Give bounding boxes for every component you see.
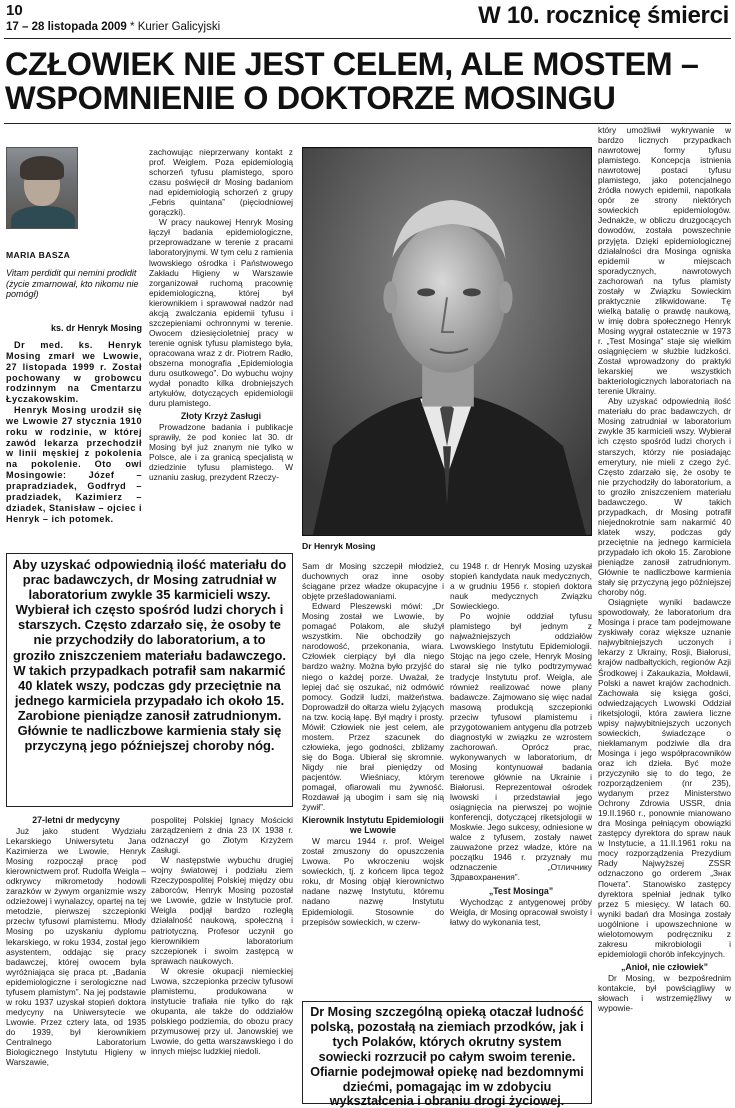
column-2-bottom: [151, 815, 293, 1107]
article-headline: [5, 47, 731, 115]
subheading: Złoty Krzyż Zasługi: [180, 411, 262, 422]
headline-line-1: CZŁOWIEK NIE JEST CELEM, ALE MOSTEM –: [5, 46, 699, 82]
column-1-bottom: [6, 815, 146, 1107]
author-name: MARIA BASZA: [6, 250, 71, 260]
column-2-top: [149, 147, 293, 550]
paragraph: Już jako student Wydziału Lekarskiego Uniwersytetu Jana Kazimierza we Lwowie, Henryk Mosing rozpoczął pracę pod kierownictwem prof. Rudolfa Weigla – odkrywcy mikrometody hodowli zarazków w żywym organizmie wszy odzieżowej i wynalazcy, opartej na tej metodzie, pierwszej szczepionki przeciw tyfusowi plamistemu. Młody Mosing po uzyskaniu dyplomu lekarskiego, w roku 1934, został jego asystentem, oddając się pracy badawczej, której owocem była wyróżniająca się praca pt. „Badania epidemiologiczne i serologiczne nad tyfusem plamistym”. Na jej podstawie w roku 1937 uzyskał stopień doktora medycyny na Uniwersytecie we Lwowie. Przez cztery lata, od 1935 do 1939, był kierownikiem Centralnego Laboratorium Biologicznego Instytutu Higieny w Warszawie,: [6, 826, 146, 1068]
author-photo-hair: [20, 156, 64, 180]
headline-line-2: WSPOMNIENIE O DOKTORZE MOSINGU: [5, 80, 616, 116]
section-title: W 10. rocznicę śmierci: [478, 2, 729, 29]
issue-date: [6, 21, 220, 33]
portrait-illustration: [303, 148, 591, 535]
subheading: Kierownik Instytutu Epidemiologii we Lwowie: [302, 815, 444, 836]
column-4: [450, 561, 592, 999]
header-divider: [4, 38, 731, 39]
motto-quote: Vitam perdidit qui nemini prodidit (życie zmarnował, kto nikomu nie pomógł): [6, 268, 139, 300]
paragraph: Aby uzyskać odpowiednią ilość materiału do prac badawczych, dr Mosing zatrudniał w laboratorium zwykle 35 karmicieli wszy. Wybierał ich często spośród ludzi chorych i starszych, którzy nie posiadając emerytury, nie mieli z czego żyć. Często zdarzało się, że osoby te nie przychodziły do laboratorium, a to groziło zniszczeniem materiału badawczego. W takich przypadkach, dr Mosing potrafił niejednokrotnie sam nakarmić 40 klatek wszy, podczas gdy przeciętnie na jednego karmiciela przypadało ich około 15. Zarobione pieniądze zanosił zatrudnionym. Głównie te nadliczbowe karmienia stały się przyczyną jego późniejszej choroby nóg.: [598, 396, 731, 598]
paragraph: pospolitej Polskiej Ignacy Mościcki zarządzeniem z dnia 23 IX 1938 r. odznaczył go Złotym Krzyżem Zasługi.: [151, 815, 293, 856]
author-photo-body: [11, 206, 75, 229]
portrait-caption: Dr Henryk Mosing: [302, 541, 376, 551]
paragraph: Osiągnięte wyniki badawcze spowodowały, że laboratorium dra Mosinga i prace tam podejmowane zyskiwały coraz większe uznanie najwybitniejszych uczonych i lekarzy z Ukrainy, Rosji, Białorusi, krajów nadbałtyckich, regionów Azji Środkowej i Zakaukazia, Mołdawii, Polski a nawet krajów zachodnich. Zachowała się księga gości, odwiedzających Lwowski Oddział riketsjologii, która zawiera liczne wpisy najwybitniejszych uczonych sowieckich, świadczące o niekłamanym podziwie dla dra Mosinga i jego współpracowników oraz ich dzieła. Być może przyczyniło się to do tego, że rozporządzeniem (nr 235), wydanym przez Ministerstwo Ochrony Zdrowia USSR, dnia 19.II.1960 r., ponownie mianowano dra Mosinga pełniącym obowiązki zastępcy dyrektora do spraw nauk w Instytucie, a 11.II.1961 roku na mocy rozporządzenia Prezydium Rady Najwyższej ZSSR odznaczono go orderem „Знак Почета”. Stanowisko zastępcy dyrektora spełniał jednak tylko przez 5 miesięcy. W latach 60. wyniki badań dra Mosinga zostały uogólnione i upowszechnione w wielotomowym podręczniku z zakresu mikrobiologii i epidemiologii chorób infekcyjnych.: [598, 597, 731, 959]
paragraph: Dr Mosing, w bezpośrednim kontakcie, był powściągliwy w słowach i wstrzemięźliwy w wypowie-: [598, 972, 731, 1014]
publication-separator: *: [130, 21, 135, 33]
portrait-photo: [302, 147, 592, 536]
paragraph: cu 1948 r. dr Henryk Mosing uzyskał stopień kandydata nauk medycznych, a w grudniu 1956 r. stopień doktora nauk medycznych Związku Sowieckiego.: [450, 561, 592, 612]
paragraph: Wychodząc z antygenowej próby Weigla, dr Mosing opracował swoisty i łatwy do wykonania test,: [450, 896, 592, 927]
pull-quote-karmiciele: Aby uzyskać odpowiednią ilość materiału do prac badawczych, dr Mosing zatrudniał w laboratorium zwykle 35 karmicieli wszy. Wybierał ich często spośród ludzi chorych i starszych. Często zdarzało się, że osoby te nie przychodziły do laboratorium, a to groziło zniszczeniem materiału badawczego. W takich przypadkach potrafił sam nakarmić 40 klatek wszy, podczas gdy przeciętnie na jednego karmiciela przypadało ich około 15. Zarobione pieniądze zanosił zatrudnionym. Głównie te nadliczbowe karmienia stały się przyczyną jego późniejszej choroby nóg.: [6, 553, 293, 807]
paragraph: który umożliwił wykrywanie w bardzo licznych przypadkach nawrotowej formy tyfusu plamistego. Koncepcja istnienia nawrotowej postaci tyfusu plamistego, jako potencjalnego źródła nowych epidemii, napotkała opór ze strony niektórych sowieckich epidemiologów. Jednakże, w obliczu druzgocących dowodów, została powszechnie przyjęta. Dzięki epidemiologicznej działalności dra Mosinga ogniska epidemii w miejscach sporadycznych, nawrotowych zachorowań na tyfus plamisty zostały w Związku Sowieckim praktycznie zlikwidowane. Tę wielką batalię o prawdę naukową, w imię dobra społecznego Henryk Mosing wygrał ostatecznie w 1973 r. „Test Mosinga” staje się wielkim osiągnięciem w służbie ludzkości. Został wprowadzony do praktyki lekarskiej we wszystkich bakteriologicznych laboratoriach na terenie Ukrainy.: [598, 125, 731, 397]
pull-quote-opieka: Dr Mosing szczególną opieką otaczał ludność polską, pozostałą na ziemiach przodków, jak i tych Polaków, których okrutny system sowiecki rozrzucił po całym swoim terenie. Ofiarnie podejmował opiekę nad bezdomnymi dziećmi, pomagając im w zdobyciu wykształcenia i obraniu drogi życiowej.: [302, 1001, 592, 1104]
author-photo: [6, 147, 78, 229]
lead-paragraphs: [6, 340, 142, 524]
paragraph: Po wojnie oddział tyfusu plamistego był jednym z najważniejszych oddziałów Lwowskiego Instytutu Epidemiologii. Stojąc na jego czele, Henryk Mosing starał się nie tylko podtrzymywać tradycje Instytutu prof. Weigla, ale również realizować nowe plany badawcze. Zajmowano się więc nadal masową produkcją szczepionki przeciw tyfusowi plamistemu i przygotowaniem antygenu dla potrzeb diagnostyki w związku ze wzrostem zachorowań. Oprócz prac, wykonywanych w laboratorium, dr Mosing kontynuował badania terenowe głównie na Ukrainie i Białorusi. Reprezentował ośrodek lwowski i przedstawiał jego osiągnięcia na pierwszej po wojnie konferencji, dotyczącej riketsjologii w Moskwie. Jego sukcesy, odniesione w walce z tyfusem, zostały nawet zauważone przez władze, które na początku 1946 r. przyznały mu odznaczenie „Отличнику Здравохранения”.: [450, 611, 592, 883]
paragraph: Sam dr Mosing szczepił młodzież, duchownych oraz inne osoby ściągane przez władze okupacyjne i objęte prześladowaniami.: [302, 561, 444, 602]
subheading: „Test Mosinga”: [488, 885, 554, 896]
page-number: 10: [6, 2, 23, 19]
subheading: „Anioł, nie człowiek”: [620, 961, 708, 972]
publication-name: Kurier Galicyjski: [137, 21, 221, 33]
motto-source: ks. dr Henryk Mosing: [50, 323, 142, 333]
headline-divider: [4, 123, 731, 124]
paragraph: W pracy naukowej Henryk Mosing łączył badania epidemiologiczne, przeprowadzane w terenie z pracami laboratoryjnymi. W tym celu z ramienia lwowskiego ośrodka i Państwowego Zakładu Higieny w Warszawie zorganizował ruchomą pracownię epidemiologiczną, której był kierownikiem i sprawował nadzór nad akcją zwalczania epidemii tyfusu i szczepieniami ochronnymi w terenie. Owocem dziesięcioletniej pracy w terenie ognisk tyfusu plamistego była, opracowana wraz z dr. Piotrem Radło, obszerna monografia „Epidemiologia duru osutkowego”. Do wybuchu wojny wydał ponadto kilka drobniejszych artykułów, dotyczących epidemiologii duru plamistego.: [149, 217, 293, 409]
paragraph: zachowując nieprzerwany kontakt z prof. Weiglem. Poza epidemiologią schorzeń tyfusu plamistego, sporo czasu poświęcił dr Mosing badaniom nad epidemiologią schorzeń z grupy „Febris quintana” (pięciodniowej gorączki).: [149, 147, 293, 218]
issue-date-text: 17 – 28 listopada 2009: [6, 21, 127, 33]
paragraph: W okresie okupacji niemieckiej Lwowa, szczepionka przeciw tyfusowi plamistemu, produkowana w instytucie trafiała nie tylko do rąk okupanta, ale także do oddziałów polskiego podziemia, do obozu pracy przymusowej przy ul. Janowskiej we Lwowie, do getta warszawskiego i do innych miejsc ludzkiej niedoli.: [151, 965, 293, 1057]
lead-paragraph: Henryk Mosing urodził się we Lwowie 27 stycznia 1910 roku w rodzinie, w której zawód lekarza przechodził w linii męskiej z pokolenia na pokolenie. Oto owi Mosingowie: Józef – prapradziadek, Godfryd – pradziadek, Kazimierz – dziadek, Stanisław – ojciec i Henryk – ich potomek.: [6, 405, 142, 524]
paragraph: W marcu 1944 r. prof. Weigel został zmuszony do opuszczenia Lwowa. Po wkroczeniu wojsk sowieckich, tj. z końcem lipca tegoż roku, dr Mosing objął kierownictwo nadane nazwę Instytutu, któremu nadano nazwę Instytutu Epidemiologii. Stosownie do przepisów sowieckich, w czerw-: [302, 836, 444, 927]
column-3: [302, 561, 444, 999]
column-5: [598, 125, 731, 1105]
paragraph: W następstwie wybuchu drugiej wojny światowej i podziału ziem Rzeczypospolitej Polskiej między obu zaborców, Henryk Mosing pozostał we Lwowie, gdzie w Instytucie prof. Weigla podjął bardzo rozległą działalność naukową, społeczną i patriotyczną. Profesor uczynił go kierownikiem laboratorium szczepionek i swoim zastępcą w sprawach naukowych.: [151, 855, 293, 966]
lead-paragraph: Dr med. ks. Henryk Mosing zmarł we Lwowie, 27 listopada 1999 r. Został pochowany w grobowcu rodzinnym na Cmentarzu Łyczakowskim.: [6, 340, 142, 405]
subheading: 27-letni dr medycyny: [32, 815, 120, 825]
paragraph: Edward Pleszewski mówi: „Dr Mosing został we Lwowie, by pomagać Polakom, ale służył wszystkim. Nie obchodziły go narodowość, przekonania, wiara. Człowiek cierpiący był dla niego bardzo ważny. Można było przyjść do niego o każdej porze. Uważał, że lepiej dać się oszukać, niż odmówić pomocy. Godził ludzi, małżeństwa. Doprowadził do ołtarza wielu żyjących na tzw. kocią łapę. Był mądry i prosty. Mówił: Człowiek nie jest celem, ale mostem. Przez szacunek do człowieka, jego godności, zbliżamy się do Boga. Ubierał się skromnie. Nigdy nie brał pieniędzy od pacjentów. Wieśniacy, którym pomagał, ofiarowali mu żywność. Rozdawał ją ubogim i sam się nią żywił”.: [302, 601, 444, 813]
paragraph: Prowadzone badania i publikacje sprawiły, że pod koniec lat 30. dr Mosing był już znanym nie tylko w Polsce, ale i za granicą specjalistą w dziedzinie tyfusu plamistego. W uznaniu zasług, prezydent Rzeczy-: [149, 422, 293, 483]
